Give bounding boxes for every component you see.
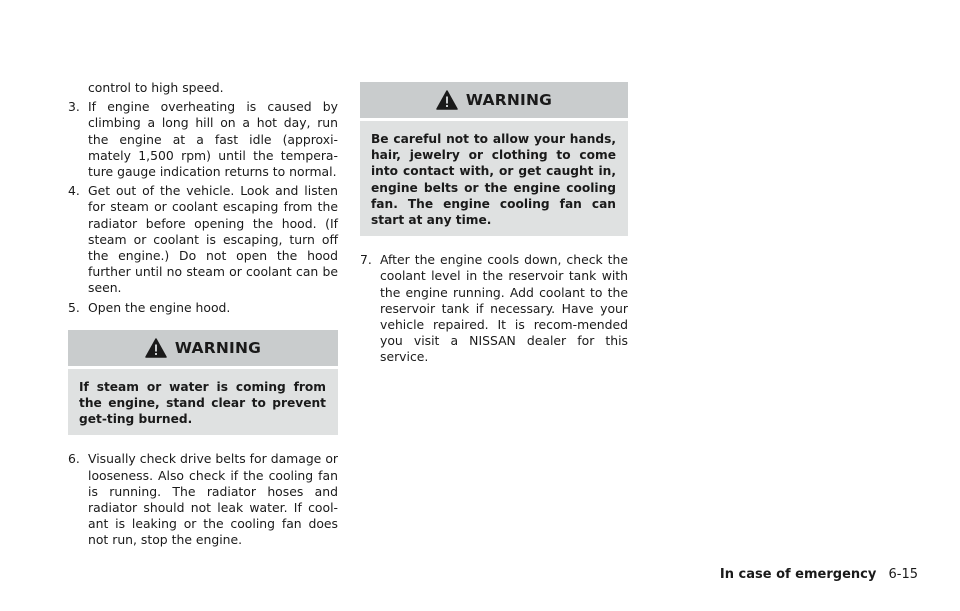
step-7 bbox=[360, 252, 628, 365]
step-number: 3. bbox=[68, 99, 80, 115]
left-column bbox=[68, 80, 338, 552]
step-6 bbox=[68, 451, 338, 548]
step-text: Open the engine hood. bbox=[88, 299, 231, 315]
warning-box-fan bbox=[360, 82, 628, 236]
right-column bbox=[360, 80, 628, 369]
step-number: 6. bbox=[68, 451, 80, 467]
warning-triangle-icon bbox=[436, 90, 458, 110]
warning-title: WARNING bbox=[465, 90, 553, 109]
step-text: After the engine cools down, check the coolant level in the reservoir tank with the engine running. Add coolant to the reservoir tank if necessary. Have your vehicle repaired. It is recom-mended you visit a NISSAN dealer for this service. bbox=[380, 252, 628, 365]
step-5 bbox=[68, 300, 338, 316]
step-number: 7. bbox=[360, 252, 372, 268]
warning-triangle-icon bbox=[145, 338, 167, 358]
step-text: If engine overheating is caused by climbing a long hill on a hot day, run the engine at a fast idle (approxi-mately 1,500 rpm) until the tempera-ture gauge indication returns to normal. bbox=[88, 99, 338, 180]
step-2-continuation: control to high speed. bbox=[88, 80, 224, 95]
warning-box-steam bbox=[68, 330, 338, 436]
warning-header bbox=[68, 330, 338, 366]
warning-title: WARNING bbox=[174, 338, 262, 357]
step-3 bbox=[68, 99, 338, 180]
page-footer bbox=[720, 567, 918, 582]
step-text: Visually check drive belts for damage or looseness. Also check if the cooling fan is running. The radiator hoses and radiator should not leak water. If cool-ant is leaking or the cooling fan does not run, stop the engine. bbox=[88, 451, 338, 548]
step-number: 5. bbox=[68, 299, 80, 315]
step-text: Get out of the vehicle. Look and listen for steam or coolant escaping from the radiator before opening the hood. (If steam or coolant is escaping, turn off the engine.) Do not open the hood further until no steam or coolant can be seen. bbox=[88, 183, 338, 296]
step-4 bbox=[68, 183, 338, 296]
section-title: In case of emergency bbox=[719, 567, 877, 582]
page-number: 6-15 bbox=[888, 567, 918, 582]
warning-header bbox=[360, 82, 628, 118]
step-number: 4. bbox=[68, 183, 80, 199]
warning-text: Be careful not to allow your hands, hair, jewelry or clothing to come into contact with, or get caught in, engine belts or the engine cooling fan. The engine cooling fan can start at any time. bbox=[360, 121, 628, 236]
warning-text: If steam or water is coming from the engine, stand clear to prevent get-ting burned. bbox=[68, 369, 338, 436]
